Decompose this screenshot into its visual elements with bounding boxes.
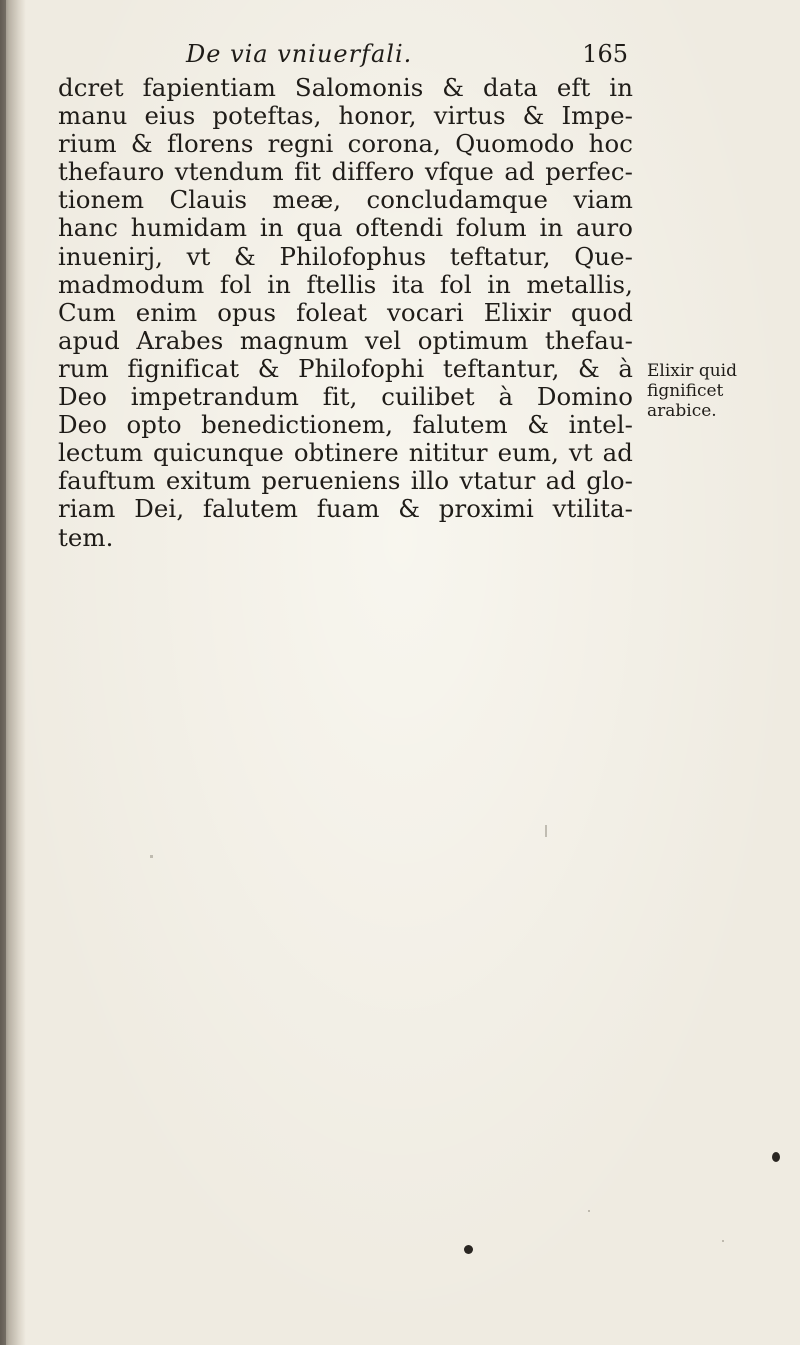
text-line: tem. [58, 522, 114, 552]
margin-note-line: Elixir quid [647, 361, 737, 381]
running-title: De via vniuerfali. [186, 40, 413, 68]
paper-speck [722, 1240, 724, 1242]
text-line: apud Arabes magnum vel optimum thefau- [58, 325, 633, 355]
text-line: lectum quicunque obtinere nititur eum, vt ad [58, 438, 633, 468]
text-line: Deo impetrandum fit, cuilibet à Domino [58, 382, 633, 412]
margin-note-line: arabice. [647, 401, 717, 421]
paper-speck [150, 855, 153, 858]
page-number: 165 [582, 40, 628, 68]
text-line: tionem Clauis meæ, concludamque viam [58, 185, 633, 215]
margin-note [647, 361, 797, 421]
page-header [58, 40, 628, 72]
text-line: manu eius poteftas, honor, virtus & Impe- [58, 101, 633, 131]
paper-speck [588, 1210, 590, 1212]
text-line: rum fignificat & Philofophi teftantur, & à [58, 353, 633, 383]
text-line: Deo opto benedictionem, falutem & intel- [58, 410, 633, 440]
binding-shadow [0, 0, 6, 1345]
text-line: Cum enim opus foleat vocari Elixir quod [58, 297, 633, 327]
text-line: hanc humidam in qua oftendi folum in auro [58, 213, 633, 243]
text-line: fauftum exitum perueniens illo vtatur ad glo- [58, 466, 633, 496]
text-line: thefauro vtendum fit differo vfque ad perfec- [58, 157, 633, 187]
text-line: riam Dei, falutem fuam & proximi vtilita- [58, 494, 633, 524]
text-line: dcret fapientiam Salomonis & data eft in [58, 73, 633, 102]
text-line: rium & florens regni corona, Quomodo hoc [58, 129, 633, 159]
ink-spot [772, 1152, 780, 1162]
margin-note-line: fignificet [647, 381, 724, 401]
body-text [58, 74, 633, 552]
paper-speck [545, 825, 547, 837]
text-line: madmodum fol in ftellis ita fol in metallis, [58, 269, 633, 299]
ink-spot [464, 1245, 473, 1254]
text-line: inuenirj, vt & Philofophus teftatur, Que- [58, 241, 633, 271]
